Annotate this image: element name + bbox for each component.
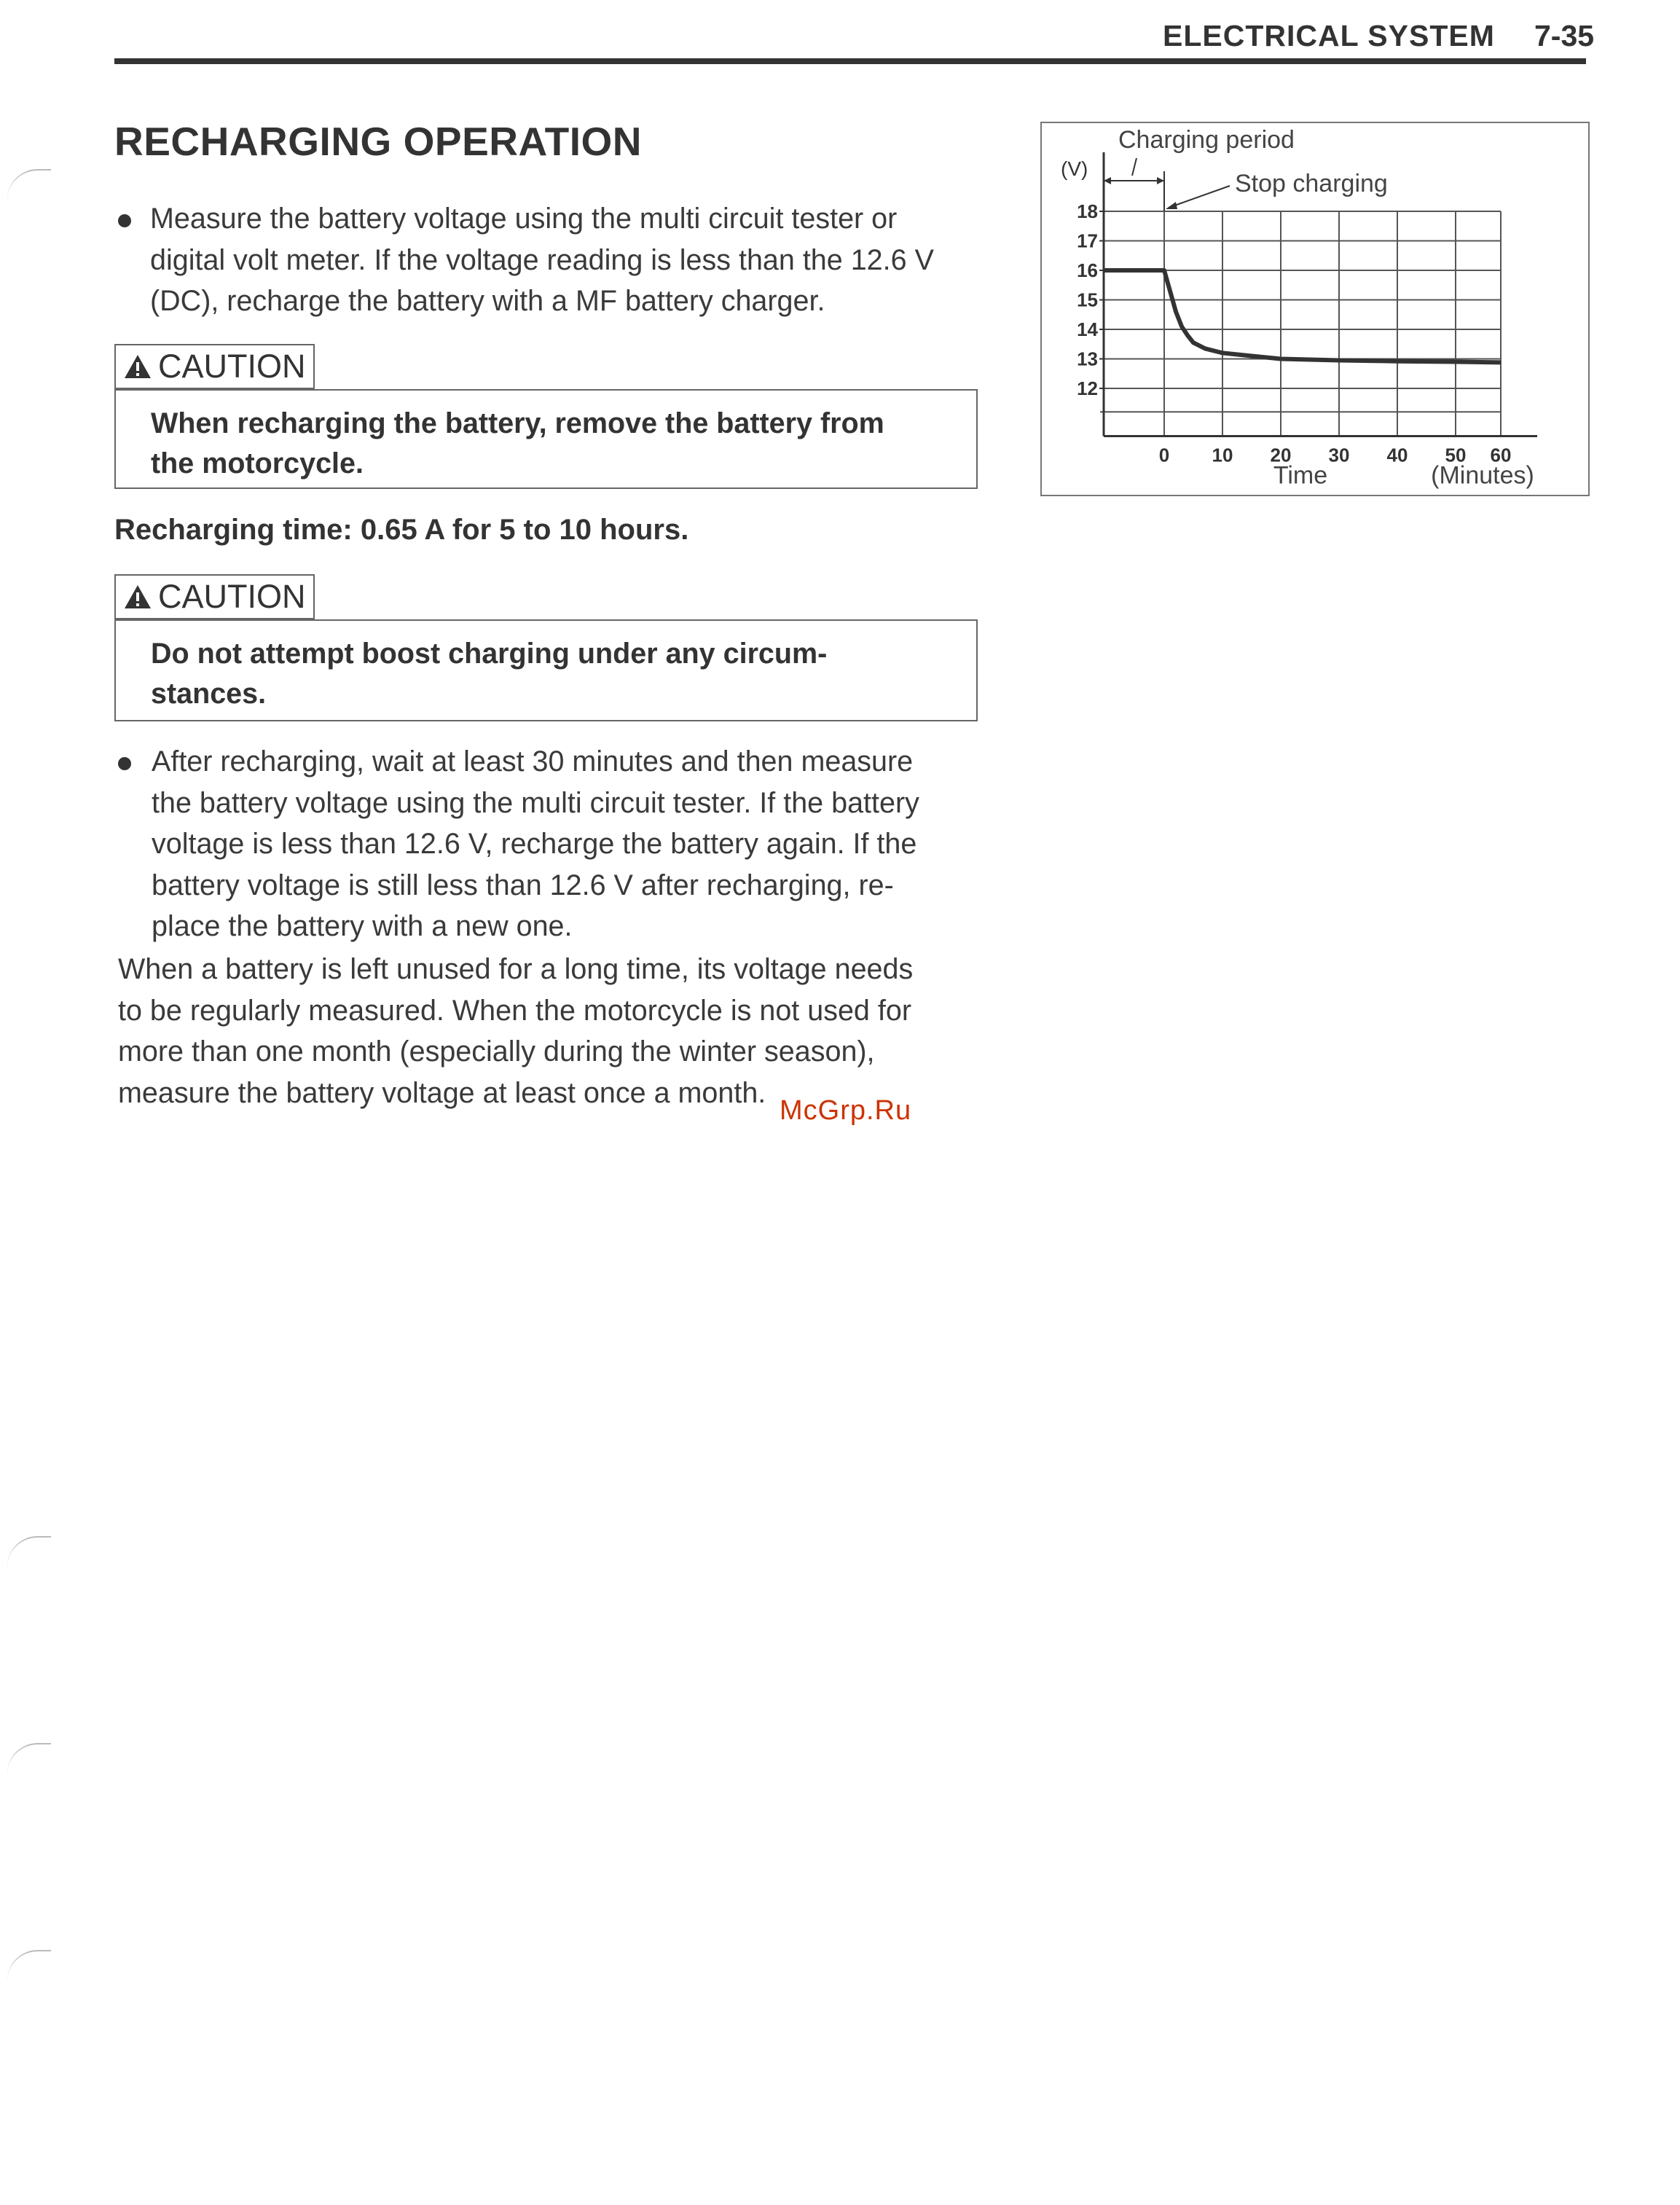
margin-mark: [7, 1950, 51, 1981]
x-axis-label: Time: [1273, 461, 1328, 490]
caution-label: [114, 344, 315, 389]
x-tick-label: 50: [1445, 444, 1467, 466]
caution-label: [114, 574, 315, 619]
caution-text: CAUTION: [158, 578, 306, 615]
watermark: McGrp.Ru: [780, 1095, 912, 1126]
warning-triangle-icon: [123, 353, 152, 380]
voltage-series-line: [1104, 270, 1501, 362]
stop-charging-leader: [1169, 186, 1230, 208]
arrowhead: [1166, 202, 1177, 209]
bullet-text-after-recharging: [152, 741, 978, 947]
page-number: 7-35: [1534, 19, 1595, 52]
annotation-charging-period: Charging period: [1118, 126, 1295, 154]
charging-period-leader: [1132, 158, 1137, 176]
y-tick-label: 14: [1077, 318, 1098, 340]
y-tick-label: 13: [1077, 348, 1098, 370]
margin-mark: [7, 1743, 51, 1774]
y-tick-label: 15: [1077, 289, 1098, 311]
arrowhead: [1157, 177, 1164, 184]
x-tick-label: 40: [1386, 444, 1408, 466]
section-title: ELECTRICAL SYSTEM: [1163, 19, 1495, 52]
margin-mark: [7, 1536, 51, 1567]
text-line: measure the battery voltage at least once a month.: [118, 1076, 766, 1109]
page-heading: RECHARGING OPERATION: [114, 119, 643, 164]
y-axis-unit: (V): [1061, 157, 1088, 180]
x-tick-label: 20: [1270, 444, 1292, 466]
text-line: When a battery is left unused for a long time, its voltage needs: [118, 953, 914, 985]
x-tick-label: 30: [1328, 444, 1350, 466]
recharging-time-spec: Recharging time: 0.65 A for 5 to 10 hours.: [114, 514, 689, 546]
voltage-chart-frame: [1040, 122, 1590, 496]
bullet-text-measure: [150, 198, 978, 322]
caution-line: Do not attempt boost charging under any circum-: [151, 638, 828, 670]
text-line: (DC), recharge the battery with a MF battery charger.: [150, 285, 825, 317]
margin-mark: [7, 169, 51, 200]
annotation-stop-charging: Stop charging: [1235, 170, 1388, 197]
text-line: more than one month (especially during the winter season),: [118, 1035, 875, 1068]
x-tick-label: 10: [1212, 444, 1233, 466]
y-tick-label: 12: [1077, 377, 1098, 399]
caution-line: the motorcycle.: [151, 447, 364, 479]
caution-box-boost-charging: [114, 619, 978, 721]
text-line: After recharging, wait at least 30 minutes and then measure: [152, 745, 914, 778]
y-tick-label: 17: [1077, 230, 1098, 252]
text-line: to be regularly measured. When the motorcycle is not used for: [118, 994, 911, 1027]
text-line: battery voltage is still less than 12.6 V after recharging, re-: [152, 869, 894, 901]
caution-text: CAUTION: [158, 348, 306, 385]
voltage-chart: [1042, 123, 1588, 495]
paragraph-unused-battery: [118, 949, 978, 1113]
text-line: place the battery with a new one.: [152, 910, 573, 942]
y-tick-label: 16: [1077, 259, 1098, 281]
text-line: Measure the battery voltage using the multi circuit tester or: [150, 203, 898, 235]
y-tick-label: 18: [1077, 200, 1098, 222]
caution-line: When recharging the battery, remove the battery from: [151, 407, 884, 439]
caution-line: stances.: [151, 678, 267, 710]
bullet-icon: [118, 214, 131, 227]
x-tick-label: 60: [1490, 444, 1512, 466]
header-rule: [114, 58, 1586, 64]
x-axis-unit: (Minutes): [1431, 461, 1534, 490]
text-line: the battery voltage using the multi circuit tester. If the battery: [152, 786, 919, 819]
caution-box-remove-battery: [114, 389, 978, 489]
text-line: digital volt meter. If the voltage reading is less than the 12.6 V: [150, 243, 934, 276]
bullet-icon: [118, 757, 131, 770]
text-line: voltage is less than 12.6 V, recharge the battery again. If the: [152, 828, 917, 860]
x-tick-label: 0: [1158, 444, 1170, 466]
warning-triangle-icon: [123, 583, 152, 611]
